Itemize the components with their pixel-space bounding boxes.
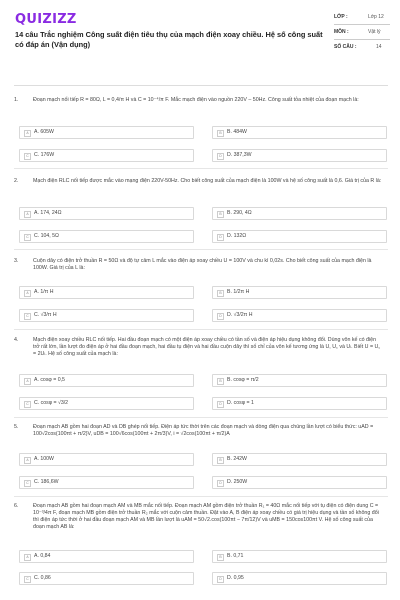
option-letter-box: C: [24, 234, 31, 241]
mon-label: MÔN :: [334, 29, 349, 35]
option-letter-box: A: [24, 211, 31, 218]
question-text: Mạch điện RLC nối tiếp được mắc vào mạng điện 220V-50Hz. Cho biết công suất của mạch điện là 100W và hệ số công suất là 0,6. Giá trị của R là:: [33, 178, 382, 184]
option-c[interactable]: C C. 186,6W: [19, 476, 194, 489]
question-text: Đoạn mạch nối tiếp R = 80Ω, L = 0,4/π H và C = 10⁻⁴/π F. Mắc mạch điện vào nguồn 220V – 50Hz. Công suất tỏa nhiệt của đoạn mạch là:: [33, 97, 359, 103]
question-number: 4.: [14, 337, 19, 343]
option-letter-box: D: [217, 480, 224, 487]
option-letter-box: A: [24, 290, 31, 297]
option-letter-box: C: [24, 480, 31, 487]
option-c[interactable]: C C. 0,86: [19, 572, 194, 585]
question-number: 1.: [14, 97, 19, 103]
question-1: [14, 97, 384, 104]
option-letter-box: D: [217, 153, 224, 160]
option-letter-box: B: [217, 211, 224, 218]
option-letter-box: A: [24, 457, 31, 464]
option-letter-box: C: [24, 313, 31, 320]
option-b[interactable]: B B. cosφ = π/2: [212, 374, 387, 387]
question-number: 5.: [14, 424, 19, 430]
option-c[interactable]: C C. √3/π H: [19, 309, 194, 322]
option-c[interactable]: C C. cosφ = √3/2: [19, 397, 194, 410]
option-letter-box: B: [217, 130, 224, 137]
question-number: 6.: [14, 503, 19, 509]
socau-label: SỐ CÂU :: [334, 44, 357, 50]
question-text: Đoạn mạch AB gồm hai đoạn mạch AM và MB mắc nối tiếp. Đoạn mạch AM gồm điện trở thuần R₁ = 40Ω mắc nối tiếp với tụ điện có điện dung C = 10⁻³/4π F, đoạn mạch MB gồm điện trở thuần R₂ mắc với cuộn cảm thuần. Đặt vào A, B điện áp xoay chiều có giá trị hiệu dụng và tần số không đổi thì điện áp tức thời ở hai đầu đoạn mạch AM và MB lần lượt là uAM = 50√2.cos(100πt − 7π/12)V và uMB = 150cos100πt V. Hệ số công suất của đoạn mạch AB là:: [33, 503, 379, 530]
question-number: 3.: [14, 258, 19, 264]
option-letter-box: D: [217, 401, 224, 408]
question-number: 2.: [14, 178, 19, 184]
option-b[interactable]: B B. 242W: [212, 453, 387, 466]
question-divider: [14, 168, 388, 169]
option-letter-box: A: [24, 378, 31, 385]
option-b[interactable]: B B. 1/2π H: [212, 286, 387, 299]
option-letter-box: A: [24, 130, 31, 137]
question-text: Đoạn mạch AB gồm hai đoạn AD và DB ghép nối tiếp. Điện áp tức thời trên các đoạn mạch và dòng điện qua chúng lần lượt có biểu thức: uAD = 100√2cos(100πt + π/2)V, uDB = 100√6cos(100πt + 2π/3)V, i = √2cos(100πt + π/2)A: [33, 424, 374, 437]
worksheet-title: 14 câu Trắc nghiệm Công suất điện tiêu thụ của mạch điện xoay chiều. Hệ số công suất có đáp án (Vận dụng): [15, 30, 323, 49]
option-b[interactable]: B B. 0,71: [212, 550, 387, 563]
question-divider: [14, 249, 388, 250]
option-b[interactable]: B B. 290, 4Ω: [212, 207, 387, 220]
quizizz-logo: QUIZIZZ: [15, 12, 77, 27]
question-3: [14, 258, 384, 272]
question-divider: [14, 417, 388, 418]
option-d[interactable]: D D. 250W: [212, 476, 387, 489]
option-letter-box: C: [24, 401, 31, 408]
option-letter-box: D: [217, 313, 224, 320]
option-letter-box: A: [24, 554, 31, 561]
lop-label: LỚP :: [334, 14, 348, 20]
option-letter-box: D: [217, 576, 224, 583]
option-a[interactable]: A A. cosφ = 0,5: [19, 374, 194, 387]
option-d[interactable]: D D. 132Ω: [212, 230, 387, 243]
question-6: [14, 503, 384, 531]
option-a[interactable]: A A. 1/π H: [19, 286, 194, 299]
question-2: [14, 178, 384, 185]
option-a[interactable]: A A. 605W: [19, 126, 194, 139]
option-c[interactable]: C C. 104, 5Ω: [19, 230, 194, 243]
meta-panel: [334, 14, 390, 54]
lop-value: Lớp 12: [368, 14, 384, 20]
option-d[interactable]: D D. √3/2π H: [212, 309, 387, 322]
mon-value: Vật lý: [368, 29, 381, 35]
option-d[interactable]: D D. 0,95: [212, 572, 387, 585]
option-a[interactable]: A A. 0,84: [19, 550, 194, 563]
option-letter-box: D: [217, 234, 224, 241]
option-letter-box: B: [217, 290, 224, 297]
option-d[interactable]: D D. cosφ = 1: [212, 397, 387, 410]
question-5: [14, 424, 384, 438]
question-divider: [14, 329, 388, 330]
question-text: Cuộn dây có điện trở thuần R = 50Ω và độ tự cảm L mắc vào điện áp xoay chiều U = 100V và chu kì 0,02s. Cho biết công suất của mạch điện là 100W. Giá trị của L là:: [33, 258, 372, 271]
question-4: [14, 337, 384, 358]
question-text: Mạch điện xoay chiều RLC nối tiếp. Hai đầu đoạn mạch có một điện áp xoay chiều có tần số và điện áp hiệu dụng không đổi. Dùng vôn kế có điện trở rất lớn, lần lượt đo điện áp ở hai đầu đoạn mạch, hai đầu tụ điện và hai đầu cuộn dây thì số chỉ của vôn kế tương ứng là U, U꜀ và Uₗ. Biết U = U꜀ = 2Uₗ. Hệ số công suất của mạch là:: [33, 337, 381, 357]
option-letter-box: C: [24, 153, 31, 160]
option-letter-box: C: [24, 576, 31, 583]
option-b[interactable]: B B. 484W: [212, 126, 387, 139]
question-divider: [14, 496, 388, 497]
option-d[interactable]: D D. 387,3W: [212, 149, 387, 162]
option-a[interactable]: A A. 174, 24Ω: [19, 207, 194, 220]
option-letter-box: B: [217, 457, 224, 464]
header-divider: [14, 85, 388, 86]
socau-value: 14: [376, 44, 382, 50]
option-letter-box: B: [217, 378, 224, 385]
option-letter-box: B: [217, 554, 224, 561]
option-c[interactable]: C C. 176W: [19, 149, 194, 162]
option-a[interactable]: A A. 100W: [19, 453, 194, 466]
